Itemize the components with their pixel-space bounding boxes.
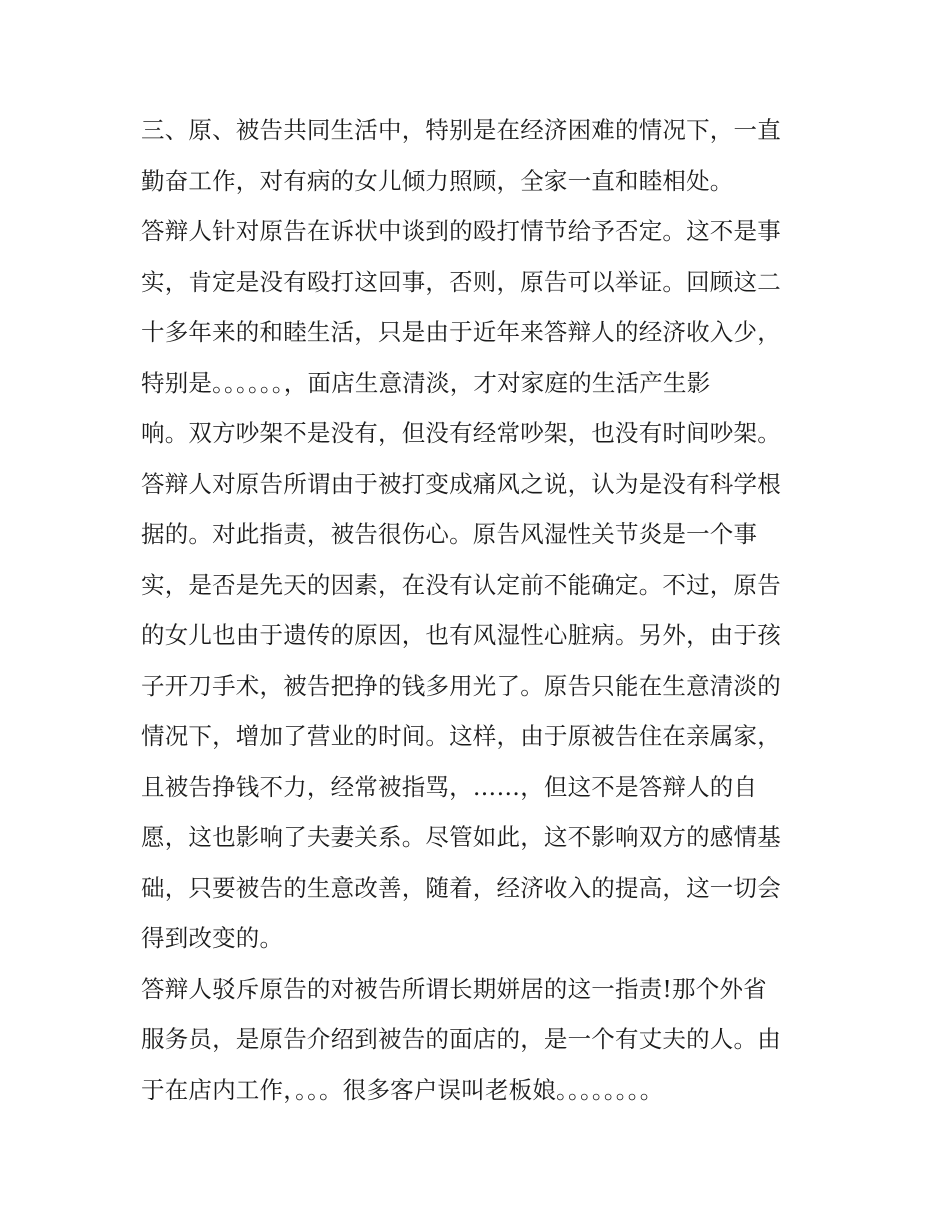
text-line: 答辩人针对原告在诉状中谈到的殴打情节给予否定。这不是事: [141, 217, 781, 245]
text-line: 十多年来的和睦生活，只是由于近年来答辩人的经济收入少，: [141, 318, 781, 346]
text-line: 且被告挣钱不力，经常被指骂，……，但这不是答辩人的自: [141, 773, 758, 801]
text-line: 特别是。。。。。。，面店生意清淡，才对家庭的生活产生影: [141, 369, 711, 397]
text-line: 的女儿也由于遗传的原因，也有风湿性心脏病。另外，由于孩: [141, 621, 781, 649]
text-line: 础，只要被告的生意改善，随着，经济收入的提高，这一切会: [141, 874, 781, 902]
text-line: 愿，这也影响了夫妻关系。尽管如此，这不影响双方的感情基: [141, 823, 781, 851]
text-line: 实，是否是先天的因素，在没有认定前不能确定。不过，原告: [141, 571, 781, 599]
text-line: 三、原、被告共同生活中，特别是在经济困难的情况下，一直: [141, 116, 781, 144]
text-line: 服务员，是原告介绍到被告的面店的，是一个有丈夫的人。由: [141, 1025, 781, 1053]
text-line: 情况下，增加了营业的时间。这样，由于原被告住在亲属家，: [141, 722, 781, 750]
text-line: 实，肯定是没有殴打这回事，否则，原告可以举证。回顾这二: [141, 268, 781, 296]
text-line: 得到改变的。: [141, 924, 284, 952]
text-line: 响。双方吵架不是没有，但没有经常吵架，也没有时间吵架。: [141, 419, 781, 447]
text-line: 据的。对此指责，被告很伤心。原告风湿性关节炎是一个事: [141, 520, 758, 548]
text-line: 勤奋工作，对有病的女儿倾力照顾，全家一直和睦相处。: [141, 167, 734, 195]
text-line: 于在店内工作，。。。很多客户误叫老板娘。。。。。。。。: [141, 1076, 664, 1104]
text-line: 答辩人对原告所谓由于被打变成痛风之说，认为是没有科学根: [141, 470, 781, 498]
text-line: 子开刀手术，被告把挣的钱多用光了。原告只能在生意清淡的: [141, 672, 781, 700]
text-line: 答辩人驳斥原告的对被告所谓长期姘居的这一指责!那个外省: [141, 975, 767, 1003]
